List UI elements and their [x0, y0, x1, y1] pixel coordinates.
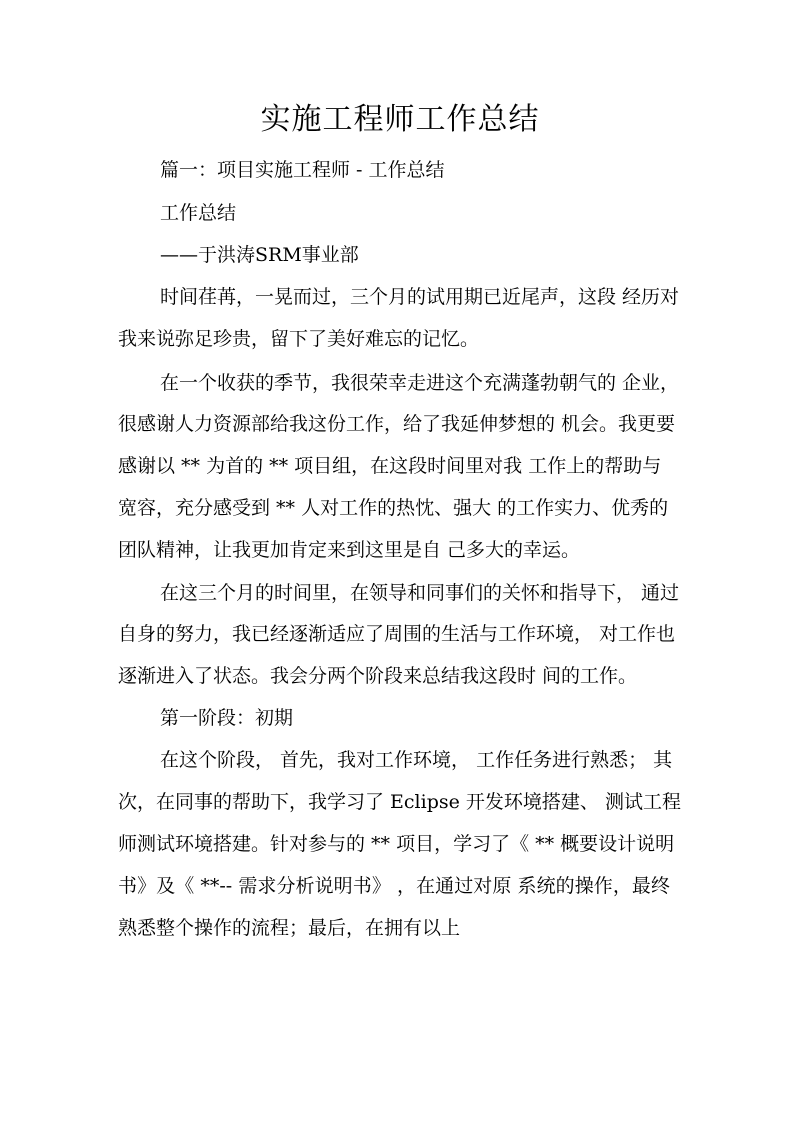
- section-heading: 篇一：项目实施工程师 - 工作总结: [160, 159, 445, 181]
- paragraph-line: 我来说弥足珍贵，留下了美好难忘的记忆。: [118, 328, 480, 350]
- paragraph-line: 很感谢人力资源部给我这份工作，给了我延伸梦想的 机会。我更要: [118, 413, 676, 435]
- paragraph-line: 宽容，充分感受到 ** 人对工作的热忱、强大 的工作实力、优秀的: [118, 497, 669, 519]
- paragraph-line: 在这个阶段， 首先，我对工作环境， 工作任务进行熟悉； 其: [160, 749, 673, 771]
- summary-heading: 工作总结: [160, 202, 237, 224]
- paragraph-line: 自身的努力，我已经逐渐适应了周围的生活与工作环境， 对工作也: [118, 623, 676, 645]
- document-title: 实施工程师工作总结: [260, 102, 540, 137]
- phase-heading: 第一阶段：初期: [160, 707, 294, 729]
- paragraph-line: 团队精神，让我更加肯定来到这里是自 己多大的幸运。: [118, 539, 581, 561]
- paragraph-line: 在这三个月的时间里，在领导和同事们的关怀和指导下， 通过: [160, 582, 680, 604]
- paragraph-line: 书》及《 **-- 需求分析说明书》 ，在通过对原 系统的操作，最终: [118, 875, 670, 897]
- paragraph-line: 逐渐进入了状态。我会分两个阶段来总结我这段时 间的工作。: [118, 665, 638, 687]
- author-line: ——于洪涛SRM事业部: [160, 244, 359, 266]
- paragraph-line: 在一个收获的季节，我很荣幸走进这个充满蓬勃朝气的 企业，: [160, 372, 680, 394]
- paragraph-line: 师测试环境搭建。针对参与的 ** 项目，学习了《 ** 概要设计说明: [118, 833, 675, 855]
- paragraph-line: 熟悉整个操作的流程；最后，在拥有以上: [118, 917, 461, 939]
- paragraph-line: 感谢以 ** 为首的 ** 项目组，在这段时间里对我 工作上的帮助与: [118, 455, 662, 477]
- paragraph-line: 时间荏苒，一晃而过，三个月的试用期已近尾声，这段 经历对: [160, 286, 680, 308]
- paragraph-line: 次，在同事的帮助下，我学习了 Eclipse 开发环境搭建、 测试工程: [118, 791, 681, 813]
